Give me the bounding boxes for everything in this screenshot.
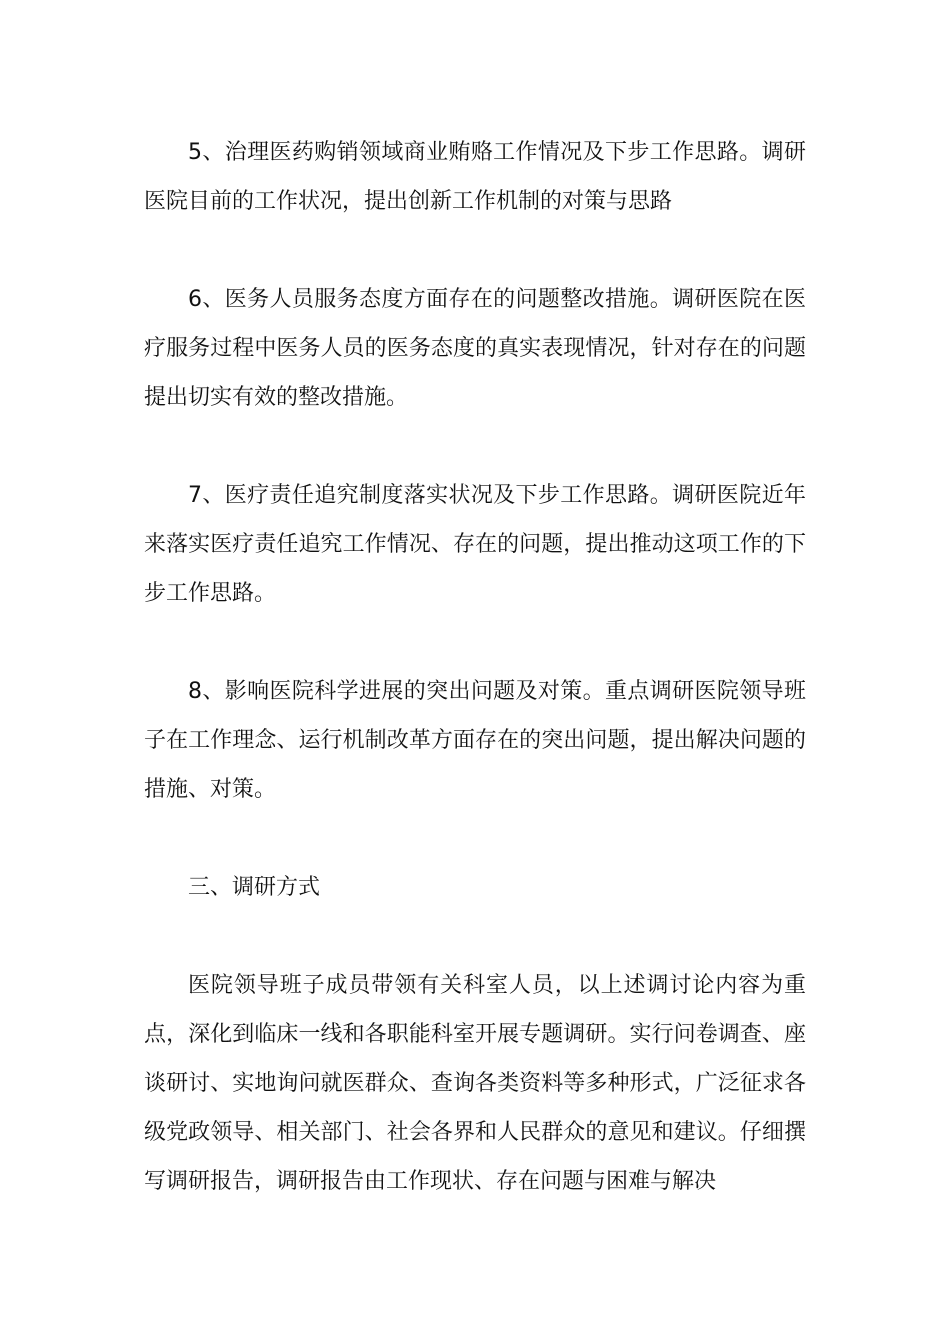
paragraph-item-5: 5、治理医药购销领域商业贿赂工作情况及下步工作思路。调研医院目前的工作状况，提出创新工作机制的对策与思路 [144,140,806,214]
section-heading-survey-method: 三、调研方式 [188,875,321,900]
paragraph-item-6: 6、医务人员服务态度方面存在的问题整改措施。调研医院在医疗服务过程中医务人员的医务态度的真实表现情况，针对存在的问题提出切实有效的整改措施。 [144,287,806,410]
paragraph-item-7: 7、医疗责任追究制度落实状况及下步工作思路。调研医院近年来落实医疗责任追究工作情况、存在的问题，提出推动这项工作的下步工作思路。 [144,483,806,606]
document-body [144,128,806,1206]
paragraph-item-8: 8、影响医院科学进展的突出问题及对策。重点调研医院领导班子在工作理念、运行机制改革方面存在的突出问题，提出解决问题的措施、对策。 [144,679,806,802]
paragraph-survey-method-body: 医院领导班子成员带领有关科室人员，以上述调讨论内容为重点，深化到临床一线和各职能科室开展专题调研。实行问卷调查、座谈研讨、实地询问就医群众、查询各类资料等多种形式，广泛征求各级党政领导、相关部门、社会各界和人民群众的意见和建议。仔细撰写调研报告，调研报告由工作现状、存在问题与困难与解决 [144,973,806,1194]
